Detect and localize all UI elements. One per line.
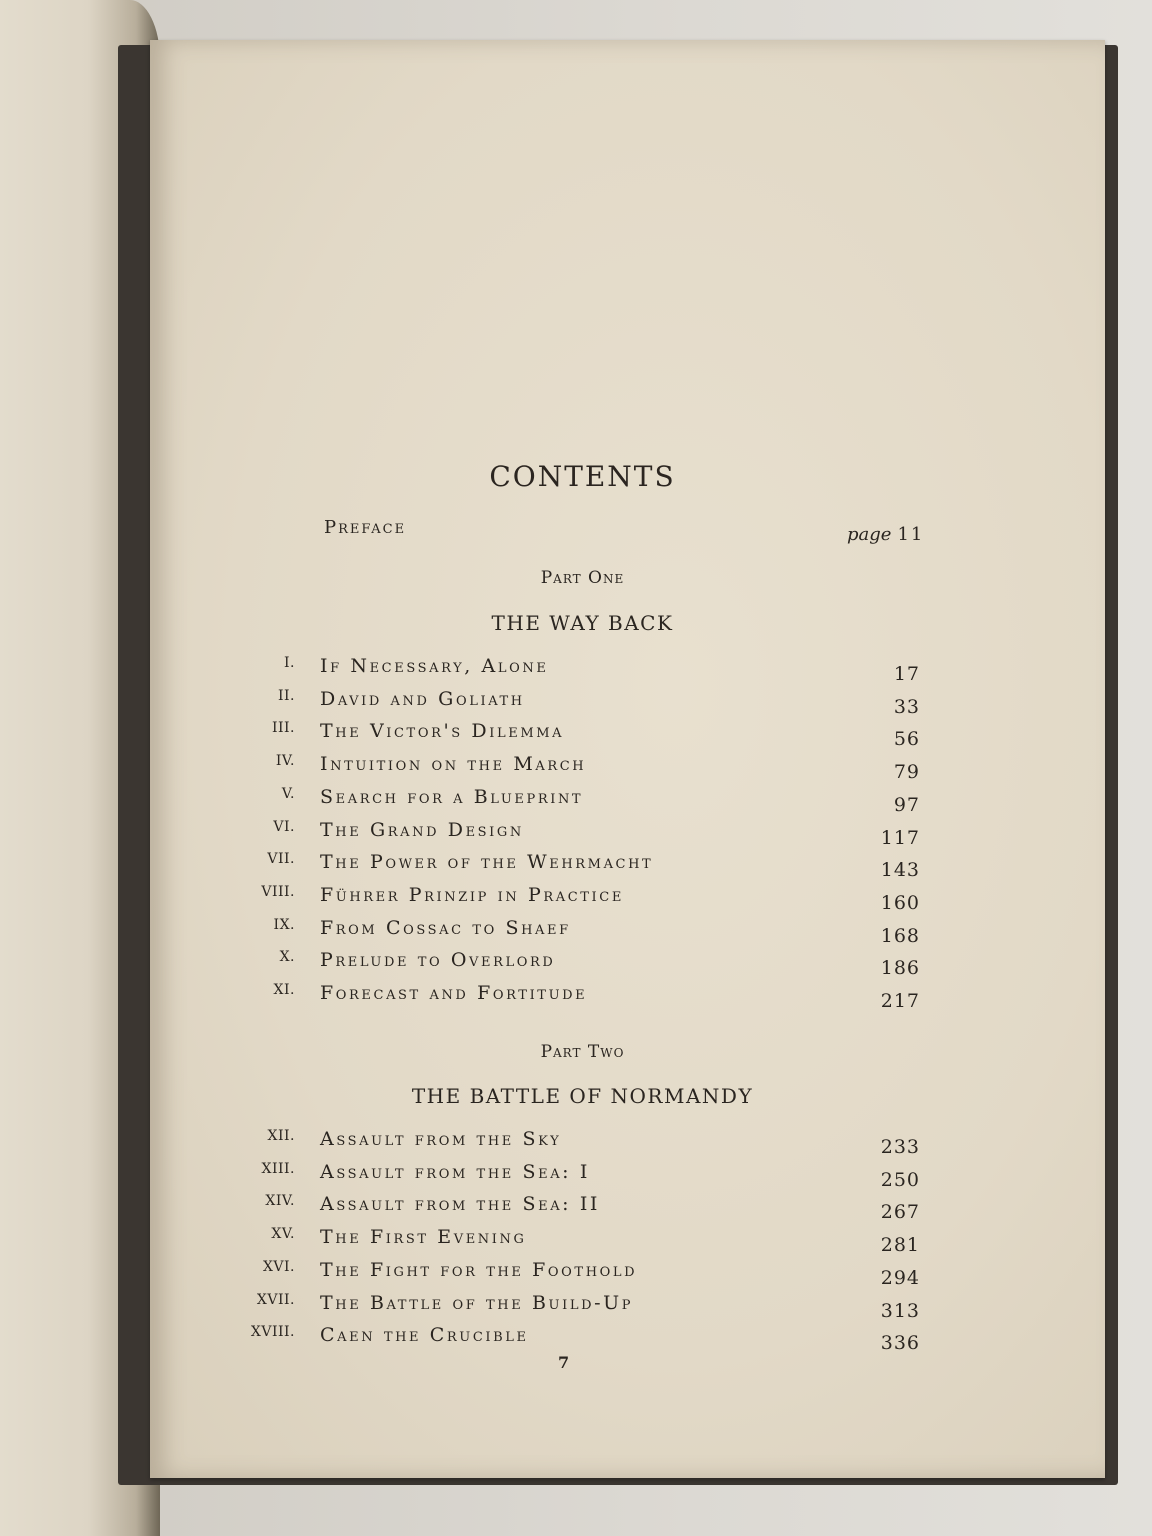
chapter-page-number: 143 <box>880 859 920 882</box>
toc-entry <box>150 1292 1105 1322</box>
toc-entry <box>150 819 1105 849</box>
chapter-title: Führer Prinzip in Practice <box>320 883 624 906</box>
toc-entry <box>150 1226 1105 1256</box>
part-one-label: Part One <box>540 568 625 588</box>
chapter-number: II. <box>277 687 295 704</box>
chapter-page-number: 233 <box>880 1136 920 1158</box>
chapter-number: VIII. <box>261 883 295 900</box>
toc-entry <box>150 1128 1105 1158</box>
chapter-page-number: 79 <box>893 761 920 784</box>
toc-entry <box>150 1161 1105 1191</box>
chapter-page-number: 117 <box>880 826 920 849</box>
toc-entry <box>150 851 1105 881</box>
chapter-title: If Necessary, Alone <box>320 655 549 677</box>
toc-entry <box>150 949 1105 979</box>
chapter-title: Search for a Blueprint <box>320 785 584 808</box>
chapter-page-number: 17 <box>893 663 920 685</box>
chapter-page-number: 33 <box>893 695 920 718</box>
toc-entry <box>150 982 1105 1012</box>
chapter-title: Caen the Crucible <box>320 1324 529 1347</box>
chapter-page-number: 97 <box>893 793 920 816</box>
chapter-page-number: 168 <box>880 924 920 947</box>
chapter-number: XIV. <box>265 1193 295 1210</box>
chapter-number: XVI. <box>262 1258 295 1275</box>
chapter-page-number: 336 <box>880 1332 920 1355</box>
toc-entry <box>150 655 1105 685</box>
chapter-title: From Cossac to Shaef <box>320 916 571 939</box>
chapter-page-number: 313 <box>880 1299 920 1322</box>
chapter-title: Forecast and Fortitude <box>320 982 588 1004</box>
part-one-title: THE WAY BACK <box>491 611 674 635</box>
chapter-title: The Grand Design <box>320 818 524 841</box>
chapter-number: V. <box>281 785 295 802</box>
chapter-page-number: 186 <box>880 957 920 980</box>
toc-entry <box>150 688 1105 718</box>
chapter-page-number: 267 <box>880 1201 920 1224</box>
chapter-title: Assault from the Sea: II <box>320 1193 601 1216</box>
chapter-title: Assault from the Sea: I <box>320 1160 590 1183</box>
book-page <box>150 40 1105 1478</box>
chapter-page-number: 250 <box>880 1168 920 1191</box>
chapter-number: XVIII. <box>250 1324 295 1341</box>
part-two-label: Part Two <box>540 1042 625 1062</box>
chapter-number: XIII. <box>261 1160 295 1177</box>
preface-page <box>847 524 924 545</box>
toc-entry <box>150 917 1105 947</box>
chapter-number: X. <box>279 949 295 966</box>
chapter-title: Assault from the Sky <box>320 1128 562 1150</box>
page-folio-number: 7 <box>558 1353 570 1372</box>
chapter-title: Intuition on the March <box>320 753 587 776</box>
preface-label: Preface <box>324 517 407 538</box>
chapter-number: XI. <box>273 982 295 998</box>
contents-heading: CONTENTS <box>489 460 676 493</box>
chapter-title: The Power of the Wehrmacht <box>320 851 654 874</box>
chapter-title: The First Evening <box>320 1226 527 1249</box>
preface-page-number: 11 <box>897 524 925 545</box>
chapter-number: IV. <box>275 753 295 770</box>
chapter-number: VI. <box>273 818 295 835</box>
chapter-page-number: 160 <box>880 891 920 914</box>
chapter-number: XII. <box>267 1128 295 1144</box>
toc-entry <box>150 1324 1105 1354</box>
toc-entry <box>150 786 1105 816</box>
toc-entry <box>150 1193 1105 1223</box>
toc-entry <box>150 884 1105 914</box>
chapter-number: XVII. <box>256 1291 295 1308</box>
chapter-title: The Victor's Dilemma <box>320 720 565 743</box>
chapter-number: IX. <box>273 916 295 933</box>
chapter-number: XV. <box>271 1226 295 1243</box>
chapter-number: VII. <box>267 851 295 868</box>
chapter-page-number: 217 <box>880 990 920 1012</box>
part-two-title: THE BATTLE OF NORMANDY <box>411 1084 754 1108</box>
toc-entry <box>150 1259 1105 1289</box>
chapter-title: The Fight for the Foothold <box>320 1258 638 1281</box>
chapter-page-number: 56 <box>893 728 920 751</box>
toc-entry <box>150 753 1105 783</box>
page-word-label: page <box>847 524 892 545</box>
chapter-title: Prelude to Overlord <box>320 949 556 972</box>
chapter-page-number: 294 <box>880 1266 920 1289</box>
chapter-title: David and Goliath <box>320 687 525 710</box>
toc-entry <box>150 720 1105 750</box>
chapter-title: The Battle of the Build-Up <box>320 1291 634 1314</box>
chapter-page-number: 281 <box>880 1234 920 1257</box>
chapter-number: III. <box>271 720 295 737</box>
chapter-number: I. <box>284 655 295 671</box>
